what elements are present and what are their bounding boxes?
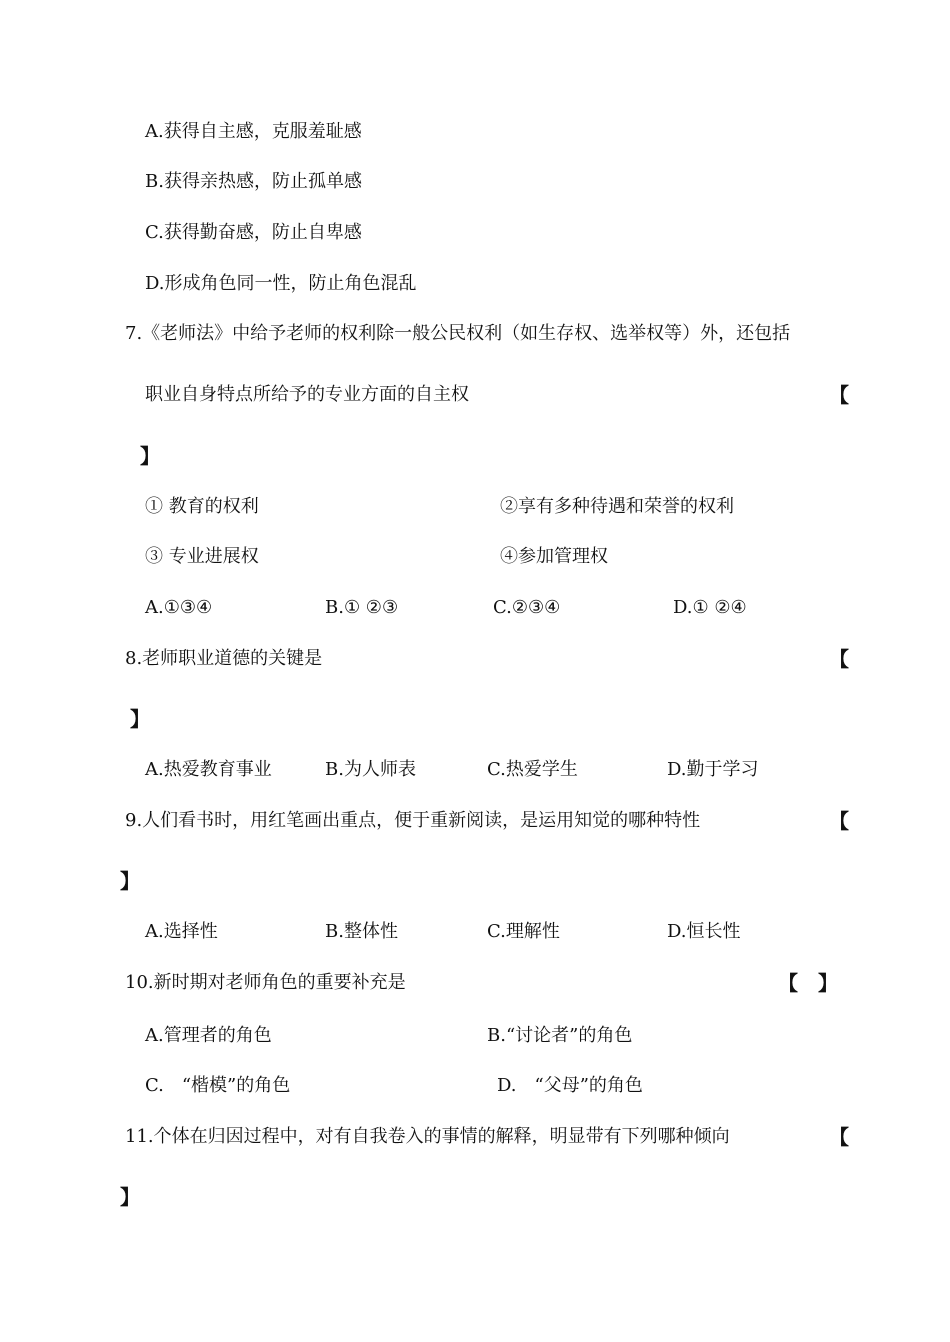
q6-option-a: A.获得自主感，克服羞耻感 [145, 121, 362, 142]
q9-option-d: D.恒长性 [667, 921, 741, 942]
q10-option-b: B.“讨论者”的角色 [487, 1025, 633, 1046]
q9-option-b: B.整体性 [325, 921, 398, 942]
q9-option-c: C.理解性 [487, 921, 560, 942]
q10-option-d: D. “父母”的角色 [497, 1075, 643, 1096]
q8-stem: 8.老师职业道德的关键是 [125, 648, 323, 669]
q11-stem: 11.个体在归因过程中，对有自我卷入的事情的解释，明显带有下列哪种倾向 [125, 1126, 730, 1147]
q6-option-b: B.获得亲热感，防止孤单感 [145, 171, 362, 192]
q8-answer-bracket-close: 】 [130, 707, 150, 731]
q6-option-d: D.形成角色同一性，防止角色混乱 [145, 273, 417, 294]
q7-option-a: A.①③④ [145, 597, 213, 618]
q8-option-a: A.热爱教育事业 [145, 759, 272, 780]
q8-answer-bracket-open: 【 [829, 647, 849, 671]
q7-option-d: D.① ②④ [673, 597, 747, 618]
q7-option-b: B.① ②③ [325, 597, 399, 618]
q11-answer-bracket-open: 【 [829, 1125, 849, 1149]
q9-answer-bracket-close: 】 [120, 869, 140, 893]
q6-option-c: C.获得勤奋感，防止自卑感 [145, 222, 362, 243]
q9-answer-bracket-open: 【 [829, 809, 849, 833]
q9-option-a: A.选择性 [145, 921, 218, 942]
q7-answer-bracket-close: 】 [140, 444, 160, 468]
q7-stem-line1: 7.《老师法》中给予老师的权利除一般公民权利（如生存权、选举权等）外，还包括 [125, 323, 791, 344]
q7-item-4: ④参加管理权 [500, 546, 608, 567]
q7-answer-bracket-open: 【 [829, 383, 849, 407]
q7-item-2: ②享有多种待遇和荣誉的权利 [500, 496, 734, 517]
q7-item-1: ① 教育的权利 [145, 496, 259, 517]
q8-option-d: D.勤于学习 [667, 759, 759, 780]
q11-answer-bracket-close: 】 [120, 1185, 140, 1209]
q7-stem-line2: 职业自身特点所给予的专业方面的自主权 [145, 384, 469, 405]
q10-option-a: A.管理者的角色 [145, 1025, 272, 1046]
q10-answer-bracket: 【 】 [778, 971, 838, 995]
q10-stem: 10.新时期对老师角色的重要补充是 [125, 972, 406, 993]
q8-option-b: B.为人师表 [325, 759, 416, 780]
q10-option-c: C. “楷模”的角色 [145, 1075, 291, 1096]
q7-item-3: ③ 专业进展权 [145, 546, 259, 567]
q8-option-c: C.热爱学生 [487, 759, 578, 780]
q9-stem: 9.人们看书时，用红笔画出重点，便于重新阅读，是运用知觉的哪种特性 [125, 810, 701, 831]
q7-option-c: C.②③④ [493, 597, 561, 618]
